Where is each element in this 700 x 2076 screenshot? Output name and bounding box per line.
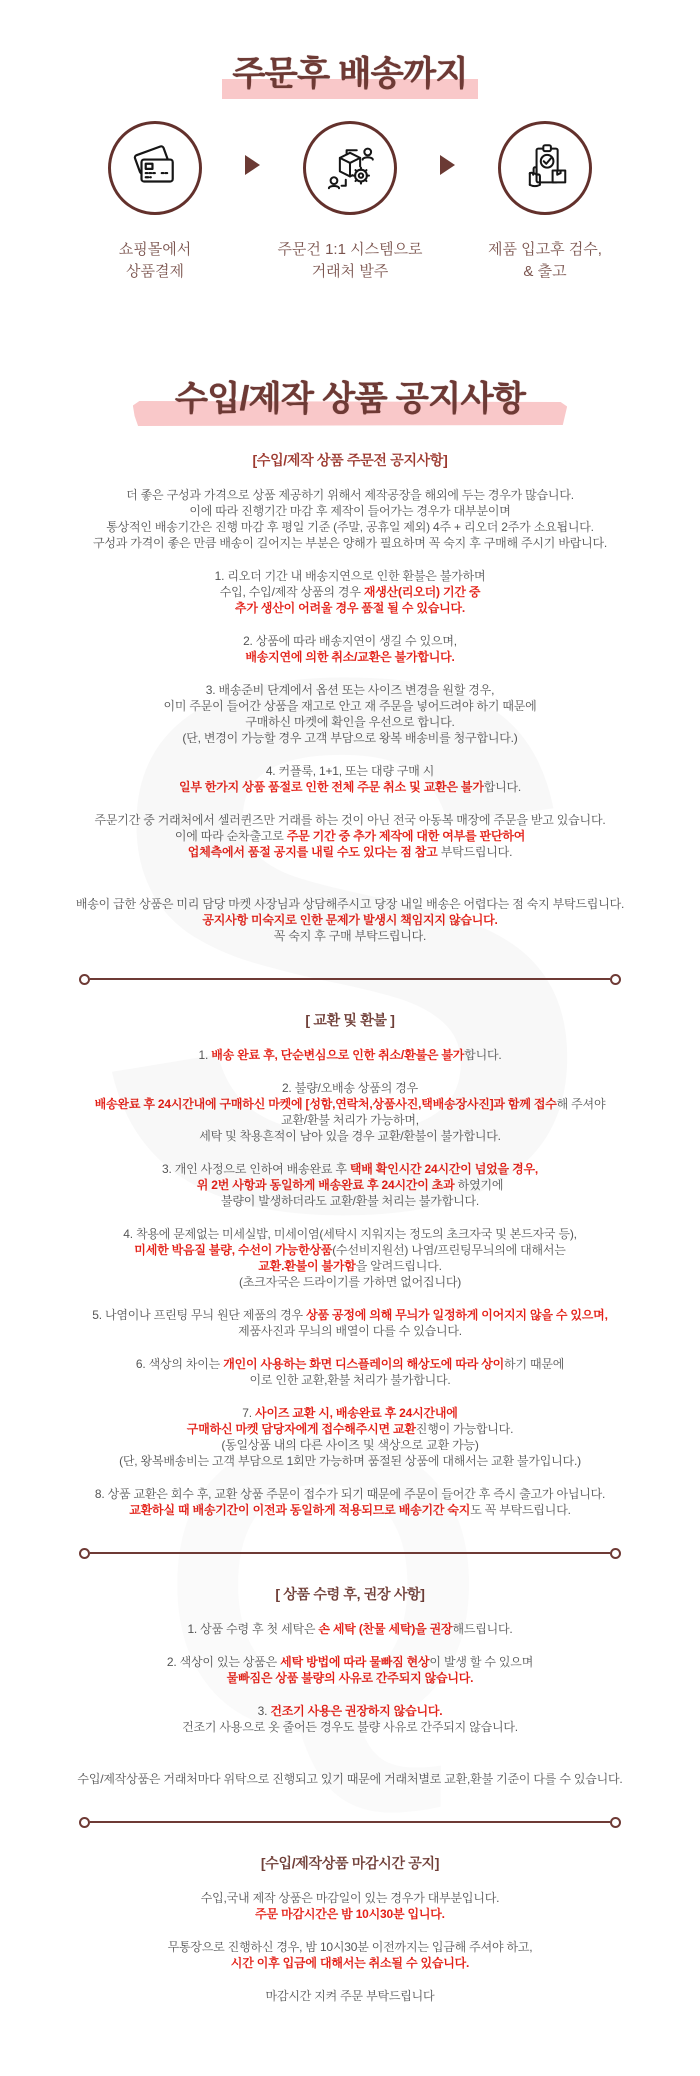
notice-line: 구매하신 마켓 담당자에게 접수해주시면 교환진행이 가능합니다. [186, 1422, 514, 1436]
step-payment [67, 121, 243, 283]
notice-block [0, 1161, 700, 1209]
notice-line: 세탁 및 착용흔적이 남아 있을 경우 교환/환불이 불가합니다. [199, 1129, 501, 1143]
notice-block [0, 568, 700, 616]
section-heading: [수입/제작상품 마감시간 공지] [260, 1855, 440, 1871]
notice-line: 수입/제작상품은 거래처마다 위탁으로 진행되고 있기 때문에 거래처별로 교환,환불 기준이 다를 수 있습니다. [77, 1772, 623, 1786]
arrow-right-icon [440, 155, 455, 175]
step-label [262, 239, 438, 283]
order-to-delivery-title-wrap [0, 46, 700, 95]
section-heading: [ 상품 수령 후, 권장 사항] [275, 1586, 425, 1602]
step-label-line1: 제품 입고후 검수, [488, 241, 602, 258]
notice-line: 물빠짐은 상품 불량의 사유로 간주되지 않습니다. [226, 1671, 474, 1685]
notice-line: 주문기간 중 거래처에서 셀러퀸즈만 거래를 하는 것이 아닌 전국 아동복 매장에 주문을 받고 있습니다. [94, 813, 606, 827]
notice-line: 미세한 박음질 불량, 수선이 가능한상품(수선비지원선) 나염/프린팅무늬의에 대해서는 [134, 1243, 566, 1257]
divider-endpoint-circle [610, 1817, 621, 1828]
section-divider [90, 1821, 610, 1823]
notice-line: 2. 불량/오배송 상품의 경우 [281, 1081, 419, 1095]
inspect-ship-icon [518, 141, 572, 195]
notice-line: 교환/환불 처리가 가능하며, [281, 1113, 419, 1127]
notice-line: 2. 상품에 따라 배송지연이 생길 수 있으며, [243, 634, 457, 648]
notice-line: 무통장으로 진행하신 경우, 밤 10시30분 이전까지는 입금해 주셔야 하고, [167, 1940, 533, 1954]
notice-line: 업체측에서 품절 공지를 내릴 수도 있다는 점 참고 부탁드립니다. [187, 845, 513, 859]
notice-line: 배송완료 후 24시간내에 구매하신 마켓에 [성함,연락처,상품사진,택배송장사진]과 함께 접수해 주셔야 [94, 1097, 606, 1111]
notice-line: 8. 상품 교환은 회수 후, 교환 상품 주문이 접수가 되기 때문에 주문이 들어간 후 즉시 출고가 아닙니다. [94, 1487, 606, 1501]
notice-line: 4. 착용에 문제없는 미세실밥, 미세이염(세탁시 지워지는 정도의 초크자국 및 본드자국 등), [123, 1227, 577, 1241]
notice-line: (초크자국은 드라이기를 가하면 없어집니다) [238, 1275, 462, 1289]
step-label-line2: 거래처 발주 [311, 263, 389, 280]
page-title [232, 46, 467, 95]
section-divider [90, 1552, 610, 1554]
notice-line: 꼭 숙지 후 구매 부탁드립니다. [273, 929, 427, 943]
notice-block [0, 763, 700, 795]
notice-block [0, 1621, 700, 1637]
notice-line: 7. 사이즈 교환 시, 배송완료 후 24시간내에 [242, 1406, 458, 1420]
notice-block [0, 896, 700, 944]
notice-block [0, 633, 700, 665]
notice-line: 1. 리오더 기간 내 배송지연으로 인한 환불은 불가하며 [214, 569, 486, 583]
credit-card-icon [128, 141, 182, 195]
order-flow-steps [0, 121, 700, 283]
exchange-refund-notice [0, 1010, 700, 1518]
notice-line: 배송지연에 의한 취소/교환은 불가합니다. [245, 650, 455, 664]
page-title-text: 주문후 배송까지 [232, 55, 468, 93]
notice-line: 추가 생산이 어려울 경우 품절 될 수 있습니다. [234, 601, 466, 615]
divider-endpoint-circle [79, 1548, 90, 1559]
notice-line: 수입,국내 제작 상품은 마감일이 있는 경우가 대부분입니다. [200, 1891, 500, 1905]
section-heading: [수입/제작 상품 주문전 공지사항] [252, 452, 448, 468]
notice-line: 시간 이후 입금에 대해서는 취소될 수 있습니다. [230, 1956, 470, 1970]
notice-line: 3. 개인 사정으로 인하여 배송완료 후 택배 확인시간 24시간이 넘었을 경우, [161, 1162, 538, 1176]
notice-line: 위 2번 사항과 동일하게 배송완료 후 24시간이 초과 하였기에 [196, 1178, 504, 1192]
notice-page [0, 46, 700, 2076]
section-title-text: 수입/제작 상품 공지사항 [174, 380, 526, 418]
notice-line: 제품사진과 무늬의 배열이 다를 수 있습니다. [238, 1324, 462, 1338]
notice-block [0, 487, 700, 551]
notice-block [0, 1080, 700, 1144]
notice-line: 통상적인 배송기간은 진행 마감 후 평일 기준 (주말, 공휴일 제외) 4주 + 리오더 2주가 소요됩니다. [106, 520, 594, 534]
divider-endpoint-circle [79, 974, 90, 985]
notice-line: 이에 따라 순차출고로 주문 기간 중 추가 제작에 대한 여부를 판단하여 [174, 829, 526, 843]
step-label-line1: 쇼핑몰에서 [118, 241, 192, 258]
notice-line: 더 좋은 구성과 가격으로 상품 제공하기 위해서 제작공장을 해외에 두는 경우가 많습니다. [126, 488, 574, 502]
notice-line: 1. 배송 완료 후, 단순변심으로 인한 취소/환불은 불가합니다. [198, 1048, 502, 1062]
step-label [457, 239, 633, 283]
notice-block [0, 1654, 700, 1686]
pre-order-notice [0, 450, 700, 944]
step-inspection-shipping [457, 121, 633, 283]
order-system-icon [323, 141, 377, 195]
notice-block [0, 1307, 700, 1339]
notice-block [0, 1405, 700, 1469]
notice-block [0, 1771, 700, 1787]
step-order-system [262, 121, 438, 283]
notice-block [0, 1988, 700, 2004]
step-label-line2: 상품결제 [126, 263, 184, 280]
notice-line: 1. 상품 수령 후 첫 세탁은 손 세탁 (찬물 세탁)을 권장해드립니다. [187, 1622, 513, 1636]
notice-block [0, 1047, 700, 1063]
after-receipt-recommendations [0, 1584, 700, 1787]
notice-block [0, 1226, 700, 1290]
notice-line: 3. 배송준비 단계에서 옵션 또는 사이즈 변경을 원할 경우, [205, 683, 495, 697]
step-label-line1: 주문건 1:1 시스템으로 [277, 241, 423, 258]
step-circle [108, 121, 202, 215]
step-label [67, 239, 243, 283]
notice-line: 배송이 급한 상품은 미리 담당 마켓 사장님과 상담해주시고 당장 내일 배송은 어렵다는 점 숙지 부탁드립니다. [75, 897, 625, 911]
notice-line: 건조기 사용으로 옷 줄어든 경우도 불량 사유로 간주되지 않습니다. [182, 1720, 518, 1734]
notice-line: 주문 마감시간은 밤 10시30분 입니다. [255, 1907, 445, 1921]
divider-endpoint-circle [610, 1548, 621, 1559]
divider-endpoint-circle [610, 974, 621, 985]
notice-line: 일부 한가지 상품 품절로 인한 전체 주문 취소 및 교환은 불가합니다. [178, 780, 522, 794]
notice-line: 교환하실 때 배송기간이 이전과 동일하게 적용되므로 배송기간 숙지도 꼭 부탁드립니다. [129, 1503, 571, 1517]
section-title [175, 371, 525, 420]
step-circle [303, 121, 397, 215]
notice-line: 마감시간 지켜 주문 부탁드립니다 [265, 1989, 435, 2003]
section-heading: [ 교환 및 환불 ] [305, 1012, 395, 1028]
notice-line: 이미 주문이 들어간 상품을 재고로 안고 재 주문을 넣어드려야 하기 때문에 [163, 699, 537, 713]
step-label-line2: & 출고 [523, 263, 567, 280]
notice-block [0, 1703, 700, 1735]
import-notice-title-wrap [0, 371, 700, 420]
section-divider [90, 978, 610, 980]
notice-sections [0, 450, 700, 2004]
notice-line: 교환.환불이 불가함을 알려드립니다. [258, 1259, 442, 1273]
notice-block [0, 1939, 700, 1971]
step-circle [498, 121, 592, 215]
notice-line: 2. 색상이 있는 상품은 세탁 방법에 따라 물빠짐 현상이 발생 할 수 있으며 [166, 1655, 534, 1669]
arrow-right-icon [245, 155, 260, 175]
notice-line: (단, 변경이 가능할 경우 고객 부담으로 왕복 배송비를 청구합니다.) [182, 731, 518, 745]
notice-line: 이에 따라 진행기간 마감 후 제작이 들어가는 경우가 대부분이며 [189, 504, 511, 518]
notice-block [0, 1890, 700, 1922]
notice-line: 수입, 수입/제작 상품의 경우 재생산(리오더) 기간 중 [219, 585, 481, 599]
notice-line: (동일상품 내의 다른 사이즈 및 색상으로 교환 가능) [221, 1438, 479, 1452]
notice-line: (단, 왕복배송비는 고객 부담으로 1회만 가능하며 품절된 상품에 대해서는 교환 불가입니다.) [119, 1454, 581, 1468]
notice-block [0, 682, 700, 746]
notice-line: 6. 색상의 차이는 개인이 사용하는 화면 디스플레이의 해상도에 따라 상이하기 때문에 [135, 1357, 565, 1371]
deadline-notice [0, 1853, 700, 2004]
notice-line: 4. 커플룩, 1+1, 또는 대량 구매 시 [265, 764, 435, 778]
notice-block [0, 1486, 700, 1518]
notice-line: 구성과 가격이 좋은 만큼 배송이 길어지는 부분은 양해가 필요하며 꼭 숙지 후 구매해 주시기 바랍니다. [92, 536, 608, 550]
notice-line: 이로 인한 교환,환불 처리가 불가합니다. [249, 1373, 451, 1387]
notice-line: 공지사항 미숙지로 인한 문제가 발생시 책임지지 않습니다. [202, 913, 498, 927]
divider-endpoint-circle [79, 1817, 90, 1828]
notice-block [0, 812, 700, 860]
notice-line: 불량이 발생하더라도 교환/환불 처리는 불가합니다. [220, 1194, 480, 1208]
notice-line: 5. 나염이나 프린팅 무늬 원단 제품의 경우 상품 공정에 의해 무늬가 일정하게 이어지지 않을 수 있으며, [92, 1308, 608, 1322]
notice-line: 3. 건조기 사용은 권장하지 않습니다. [257, 1704, 443, 1718]
notice-block [0, 1356, 700, 1388]
notice-line: 구매하신 마켓에 확인을 우선으로 합니다. [245, 715, 455, 729]
